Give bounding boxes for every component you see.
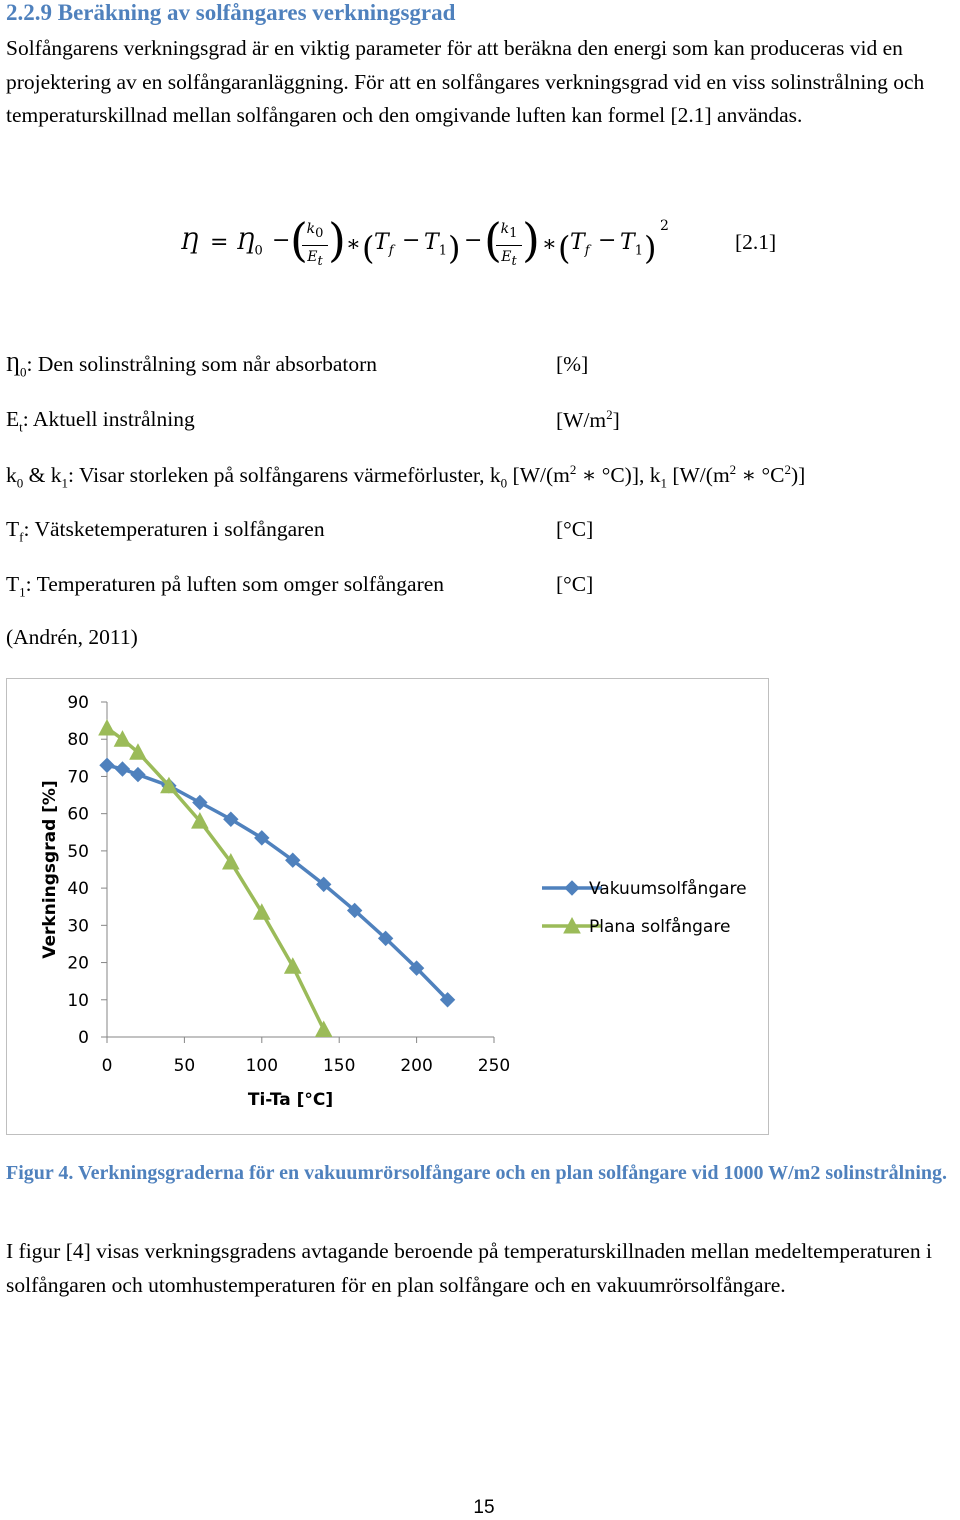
y-tick-label: 20 [67,953,89,974]
legend-marker [565,881,579,895]
eq-eta0: $Ƞ_0$ [236,230,263,259]
eq-t1-2: $T_1$ [620,230,643,259]
data-point-vakuum [115,762,129,776]
y-tick-label: 0 [78,1028,89,1048]
legend-label: Vakuumsolfångare [589,879,747,899]
eq-minus-3: − [464,228,483,253]
equation-number: [2.1] [735,230,777,254]
data-point-plana [316,1022,332,1037]
page-number: 15 [473,1497,495,1518]
x-tick-label: 250 [477,1056,511,1076]
eq-fraction-k0-et [302,218,328,273]
eq-eta: Ƞ [180,230,199,255]
eq-fraction-k1-et [496,218,522,273]
data-point-plana [99,720,115,735]
x-axis-label: Ti-Ta [°C] [247,1090,334,1110]
x-tick-label: 50 [173,1056,196,1076]
definition-k0-k1: $k_0$ & $k_1$: Visar storleken på solfångarens värmeförluster, $k_0$ [$W/(m^2$ ∗ °C)], $k_1$ [$W/(m^2$ ∗ $^\circ C^2$)] [6,462,806,491]
y-tick-label: 10 [67,990,89,1011]
figure-caption: Figur 4. Verkningsgraderna för en vakuumrörsolfångare och en plan solfångare vid 1000 W/m2 solinstrålning. [6,1162,948,1184]
eq-et-2: $E_t$ [496,245,522,273]
citation: (Andrén, 2011) [6,625,138,649]
intro-paragraph: Solfångarens verkningsgrad är en viktig parameter för att beräkna den energi som kan produceras vid en projektering av en solfångaranläggning. För att en solfångares verkningsgrad vid en viss solinstrålning och temperaturskillnad mellan solfångaren och den omgivande luften kan formel [2.1] användas. [6,36,925,127]
eq-paren-open-3: ( [484,213,502,267]
data-point-vakuum [100,758,114,772]
eq-et-1: $E_t$ [302,245,328,273]
eq-paren-close-4: ) [644,229,657,267]
eq-paren-close-1: ) [328,213,346,267]
definition-eta0: $Ƞ_0$: Den solinstrålning som når absorbatorn [%] [6,352,589,380]
x-tick-label: 100 [245,1056,279,1076]
eq-tf-1: $T_f$ [374,230,394,259]
data-point-plana [285,958,301,973]
data-point-vakuum [131,768,145,782]
definition-unit: $[W/m^2]$ [556,407,620,433]
x-tick-label: 0 [101,1056,113,1076]
definition-tf: $T_f$: Vätsketemperaturen i solfångaren [°C] [6,517,594,545]
definition-unit: [°C] [556,517,594,541]
eq-equals: = [210,230,229,255]
eq-paren-open-1: ( [290,213,308,267]
eq-paren-close-3: ) [522,213,540,267]
eq-times-1: ∗ [346,232,361,257]
y-tick-label: 40 [67,879,89,900]
definition-t1: $T_1$: Temperaturen på luften som omger solfångaren [°C] [6,572,594,600]
data-point-plana [254,904,270,919]
y-tick-label: 80 [67,730,89,751]
eq-power: 2 [660,218,669,234]
eq-times-2: ∗ [542,232,557,257]
closing-paragraph: I figur [4] visas verkningsgradens avtagande beroende på temperaturskillnaden mellan medeltemperaturen i solfångaren och utomhustemperaturen för en plan solfångare och en vakuumrörsolfångare. [6,1239,932,1297]
eq-k0: $k_0$ [306,221,324,241]
y-axis-label: Verkningsgrad [%] [40,780,60,959]
eq-tf-2: $T_f$ [570,230,590,259]
data-point-vakuum [193,796,207,810]
eq-minus-1: − [272,228,291,253]
x-tick-label: 200 [400,1056,433,1076]
eq-minus-2: − [402,228,421,253]
eq-k1: $k_1$ [500,221,518,241]
y-tick-label: 30 [67,916,89,937]
section-heading: 2.2.9 Beräkning av solfångares verkningsgrad [6,0,456,25]
y-tick-label: 70 [67,767,89,788]
eq-minus-4: − [598,228,617,253]
efficiency-chart [6,678,769,1135]
legend-label: Plana solfångare [589,917,731,937]
chart-svg [7,679,767,1133]
y-tick-label: 90 [67,693,89,713]
definition-et: $E_t$: Aktuell instrålning $[W/m^2]$ [6,407,620,435]
eq-paren-close-2: ) [448,229,461,267]
eq-paren-open-4: ( [558,229,571,267]
definition-unit: [%] [556,352,589,376]
x-tick-label: 150 [322,1056,356,1076]
eq-t1-1: $T_1$ [424,230,447,259]
y-tick-label: 60 [67,804,89,825]
series-line-vakuum [107,765,448,1000]
eq-paren-open-2: ( [362,229,375,267]
efficiency-equation [180,214,800,274]
y-tick-label: 50 [67,841,89,862]
definition-unit: [°C] [556,572,594,596]
